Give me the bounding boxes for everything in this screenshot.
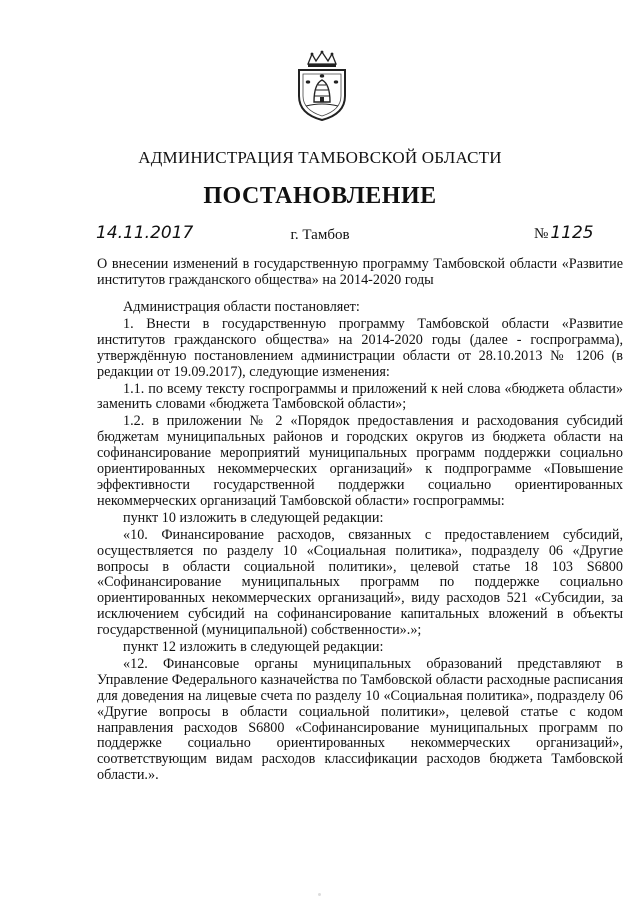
number-prefix: № — [534, 226, 549, 242]
body-paragraph: Администрация области постановляет: — [123, 299, 360, 315]
coat-of-arms-icon — [294, 50, 350, 122]
body-paragraph: «12. Финансовые органы муниципальных образований представляют в Управление Федерального казначейства по Тамбовской области расходные расписания для доведения на лицевые счета по разделу 10 «Социальная политика», подразделу 06 «Другие вопросы в области социальной политики», целевой статье с кодом направления расходов S6800 «Софинансирование муниципальных программ по поддержке социально ориентированных некоммерческих организаций», соответствующим видам расходов классификации расходов бюджета Тамбовской области.». — [97, 655, 623, 784]
document-subject: О внесении изменений в государственную программу Тамбовской области «Развитие институтов гражданского общества» на 2014-2020 годы — [97, 256, 623, 288]
document-body — [97, 300, 623, 784]
number-value: 1125 — [550, 223, 594, 243]
body-paragraph: пункт 10 изложить в следующей редакции: — [123, 509, 384, 526]
document-date: 14.11.2017 — [96, 223, 194, 243]
body-paragraph: пункт 12 изложить в следующей редакции: — [123, 639, 384, 656]
document-number — [534, 223, 594, 243]
body-paragraph: 1.2. в приложении № 2 «Порядок предоставления и расходования субсидий бюджетам муниципальных районов и городских округов из бюджета области на софинансирование мероприятий муниципальных программ поддержки социально ориентированных некоммерческих организаций» к подпрограмме «Повышение эффективности государственной поддержки социально ориентированных некоммерческих организаций Тамбовской области» госпрограммы: — [97, 413, 623, 509]
page-mark — [318, 893, 321, 896]
body-paragraph: 1.1. по всему тексту госпрограммы и приложений к ней слова «бюджета области» заменить словами «бюджета Тамбовской области»; — [97, 380, 623, 413]
organization-name: АДМИНИСТРАЦИЯ ТАМБОВСКОЙ ОБЛАСТИ — [138, 148, 502, 167]
body-paragraph: «10. Финансирование расходов, связанных с предоставлением субсидий, осуществляется по разделу 10 «Социальная политика», подразделу 06 «Другие вопросы в области социальной политики», целевой статье 18 103 S6800 «Софинансирование муниципальных программ по поддержке социально ориентированных некоммерческих организаций», виду расходов 521 «Субсидии, за исключением субсидий на софинансирование капитальных вложений в объекты государственной (муниципальной) собственности».»; — [97, 526, 623, 639]
document-city: г. Тамбов — [290, 227, 350, 243]
document-type-title: ПОСТАНОВЛЕНИЕ — [203, 183, 437, 209]
body-paragraph: 1. Внести в государственную программу Тамбовской области «Развитие институтов гражданского общества» на 2014-2020 годы (далее - госпрограмма), утверждённую постановлением администрации области от 28.10.2013 № 1206 (в редакции от 19.09.2017), следующие изменения: — [97, 315, 623, 380]
